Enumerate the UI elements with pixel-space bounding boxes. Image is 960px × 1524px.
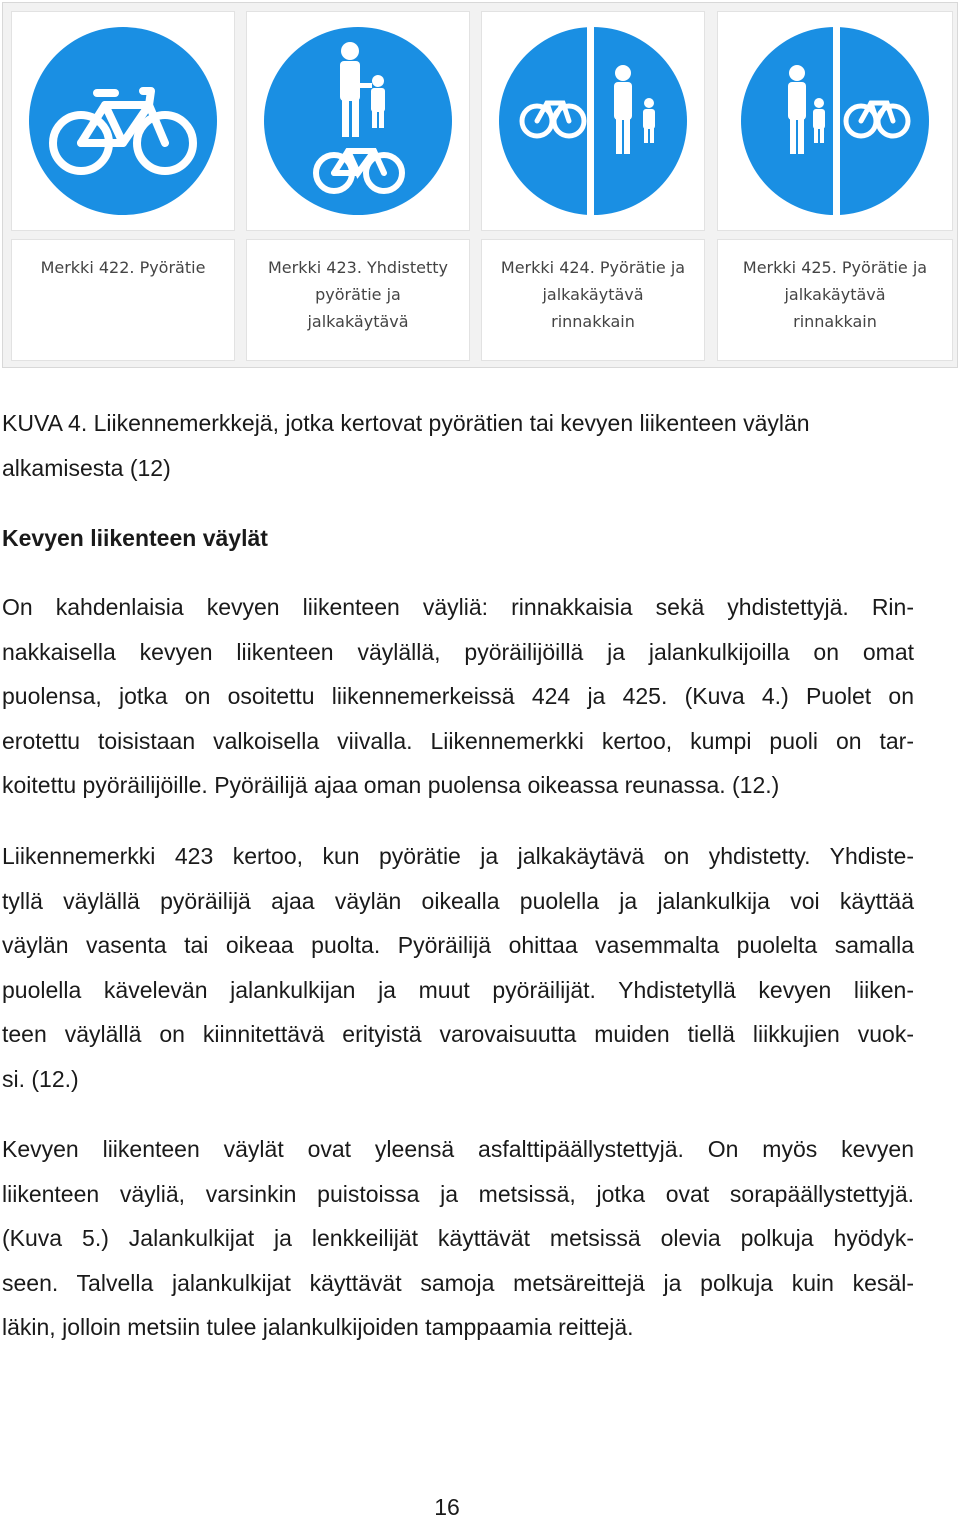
caption-line: jalkakäytävä xyxy=(542,285,644,304)
caption-line: jalkakäytävä xyxy=(307,312,409,331)
caption-line: pyörätie ja xyxy=(315,285,401,304)
sign-card-425 xyxy=(717,11,953,231)
paragraph-1 xyxy=(2,585,914,808)
sign-caption-425 xyxy=(717,239,953,361)
caption-line: Merkki 424. Pyörätie ja xyxy=(500,258,686,277)
paragraph-2 xyxy=(2,834,914,1101)
paragraph-line: si. (12.) xyxy=(2,1065,79,1092)
parallel-path-sign-icon xyxy=(493,21,693,221)
paragraph-line: väylän vasenta tai oikeaa puolta. Pyöräilijä ohittaa vasemmalta puolelta samalla xyxy=(2,932,914,958)
paragraph-line: On kahdenlaisia kevyen liikenteen väyliä: rinnakkaisia sekä yhdistettyjä. Rin- xyxy=(2,594,914,620)
page-number: 16 xyxy=(434,1494,460,1520)
sign-card-422 xyxy=(11,11,235,231)
paragraph-line: erotettu toisistaan valkoisella viivalla. Liikennemerkki kertoo, kumpi puoli on tar- xyxy=(2,727,914,754)
paragraph-line: koitettu pyöräilijöille. Pyöräilijä ajaa oman puolensa oikeassa reunassa. (12.) xyxy=(2,772,780,798)
paragraph-line: Kevyen liikenteen väylät ovat yleensä asfalttipäällystettyjä. On myös kevyen xyxy=(2,1136,914,1162)
sign-caption-424 xyxy=(481,239,705,361)
sign-card-424 xyxy=(481,11,705,231)
paragraph-line: puolensa, jotka on osoitettu liikennemerkeissä 424 ja 425. (Kuva 4.) Puolet on xyxy=(2,683,914,709)
caption-line: Merkki 423. Yhdistetty xyxy=(268,258,448,277)
caption-line: jalkakäytävä xyxy=(784,285,886,304)
combined-path-sign-icon xyxy=(258,21,458,221)
sign-caption-422 xyxy=(11,239,235,361)
caption-line: Merkki 425. Pyörätie ja xyxy=(742,258,928,277)
sign-caption-423 xyxy=(246,239,470,361)
paragraph-line: (Kuva 5.) Jalankulkijat ja lenkkeilijät käyttävät metsissä olevia polkuja hyödyk- xyxy=(2,1225,914,1251)
paragraph-line: Liikennemerkki 423 kertoo, kun pyörätie ja jalkakäytävä on yhdistetty. Yhdiste- xyxy=(2,843,914,869)
figure-caption-line: alkamisesta (12) xyxy=(2,454,171,481)
figure-caption xyxy=(2,401,914,490)
paragraph-line: tyllä väylällä pyöräilijä ajaa väylän oikealla puolella ja jalankulkija voi käyttää xyxy=(2,887,914,914)
paragraph-3 xyxy=(2,1127,914,1350)
traffic-signs-figure xyxy=(2,2,958,368)
paragraph-line: teen väylällä on kiinnitettävä erityistä varovaisuutta muiden tiellä liikkujien vuok- xyxy=(2,1021,914,1047)
sign-card-423 xyxy=(246,11,470,231)
paragraph-line: nakkaisella kevyen liikenteen väylällä, pyöräilijöillä ja jalankulkijoilla on omat xyxy=(2,638,914,665)
paragraph-line: läkin, jolloin metsiin tulee jalankulkijoiden tamppaamia reittejä. xyxy=(2,1314,634,1340)
parallel-path-reversed-sign-icon xyxy=(735,21,935,221)
paragraph-line: liikenteen väyliä, varsinkin puistoissa ja metsissä, jotka ovat sorapäällystettyjä. xyxy=(2,1180,914,1207)
figure-caption-line: KUVA 4. Liikennemerkkejä, jotka kertovat pyörätien tai kevyen liikenteen väylän xyxy=(2,410,810,436)
caption-line: rinnakkain xyxy=(551,312,635,331)
paragraph-line: puolella kävelevän jalankulkijan ja muut pyöräilijät. Yhdistetyllä kevyen liiken- xyxy=(2,976,914,1003)
caption-line: rinnakkain xyxy=(793,312,877,331)
section-heading: Kevyen liikenteen väylät xyxy=(2,525,268,551)
paragraph-line: seen. Talvella jalankulkijat käyttävät samoja metsäreittejä ja polkuja kuin kesäl- xyxy=(2,1269,914,1296)
caption-line: Merkki 422. Pyörätie xyxy=(40,258,206,277)
bicycle-sign-icon xyxy=(23,21,223,221)
